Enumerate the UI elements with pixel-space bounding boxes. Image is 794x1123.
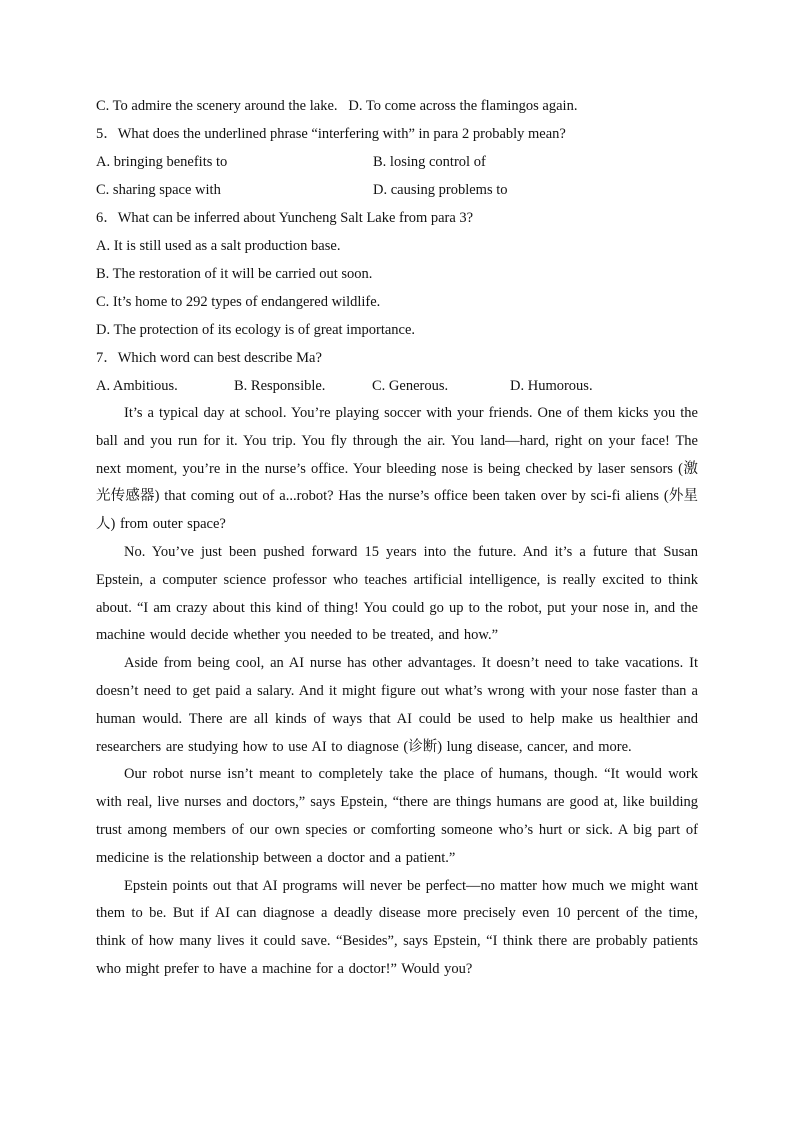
- q7-option-a: A. Ambitious.: [96, 378, 178, 394]
- q6-stem: 6．What can be inferred about Yuncheng Salt Lake from para 3?: [96, 210, 474, 226]
- q5-option-a: A. bringing benefits to: [96, 154, 228, 170]
- passage-paragraph-4: Our robot nurse isn’t meant to completely take the place of humans, though. “It would work with real, live nurses and doctors,” says Epstein, “there are things humans are good at, like building trust among members of our own species or comforting someone who’s hurt or sick. A big part of medicine is the relationship between a doctor and a patient.”: [96, 766, 698, 866]
- q7-stem: 7．Which word can best describe Ma?: [96, 350, 322, 366]
- q7-option-b: B. Responsible.: [234, 378, 326, 394]
- q7-options: [96, 372, 698, 400]
- q4-options-cd: [96, 92, 698, 120]
- passage-paragraph-3: Aside from being cool, an AI nurse has other advantages. It doesn’t need to take vacations. It doesn’t need to get paid a salary. And it might figure out what’s wrong with your nose faster than a human would. There are all kinds of ways that AI could be used to help make us healthier and researchers are studying how to use AI to diagnose (诊断) lung disease, cancer, and more.: [96, 655, 698, 755]
- q7-option-d: D. Humorous.: [510, 378, 593, 394]
- q4-option-d: D. To come across the flamingos again.: [348, 98, 578, 114]
- q5-options-cd: [96, 176, 698, 204]
- q5-options-ab: [96, 148, 698, 176]
- q6-option-b: B. The restoration of it will be carried out soon.: [96, 266, 373, 282]
- q6-option-a: A. It is still used as a salt production base.: [96, 238, 341, 254]
- passage-paragraph-1: It’s a typical day at school. You’re playing soccer with your friends. One of them kicks you the ball and you run for it. You trip. You fly through the air. You land—hard, right on your face! The next moment, you’re in the nurse’s office. Your bleeding nose is being checked by laser sensors (激光传感器) that coming out of a...robot? Has the nurse’s office been taken over by sci-fi aliens (外星人) from outer space?: [96, 405, 698, 533]
- q5-option-b: B. losing control of: [373, 154, 486, 170]
- q4-option-c: C. To admire the scenery around the lake.: [96, 98, 338, 114]
- q5-option-c: C. sharing space with: [96, 182, 221, 198]
- q6-option-d: D. The protection of its ecology is of great importance.: [96, 322, 416, 338]
- passage-paragraph-5: Epstein points out that AI programs will never be perfect—no matter how much we might want them to be. But if AI can diagnose a deadly disease more precisely even 10 percent of the time, think of how many lives it could save. “Besides”, says Epstein, “I think there are probably patients who might prefer to have a machine for a doctor!” Would you?: [96, 877, 698, 977]
- passage-paragraph-2: No. You’ve just been pushed forward 15 years into the future. And it’s a future that Susan Epstein, a computer science professor who teaches artificial intelligence, is really excited to think about. “I am crazy about this kind of thing! You could go up to the robot, put your nose in, and the machine would decide whether you needed to be treated, and how.”: [96, 543, 698, 644]
- q5-stem: 5．What does the underlined phrase “interfering with” in para 2 probably mean?: [96, 126, 566, 142]
- document-page: [96, 92, 698, 984]
- q7-option-c: C. Generous.: [372, 378, 449, 394]
- q6-option-c: C. It’s home to 292 types of endangered wildlife.: [96, 294, 381, 310]
- q5-option-d: D. causing problems to: [373, 182, 508, 198]
